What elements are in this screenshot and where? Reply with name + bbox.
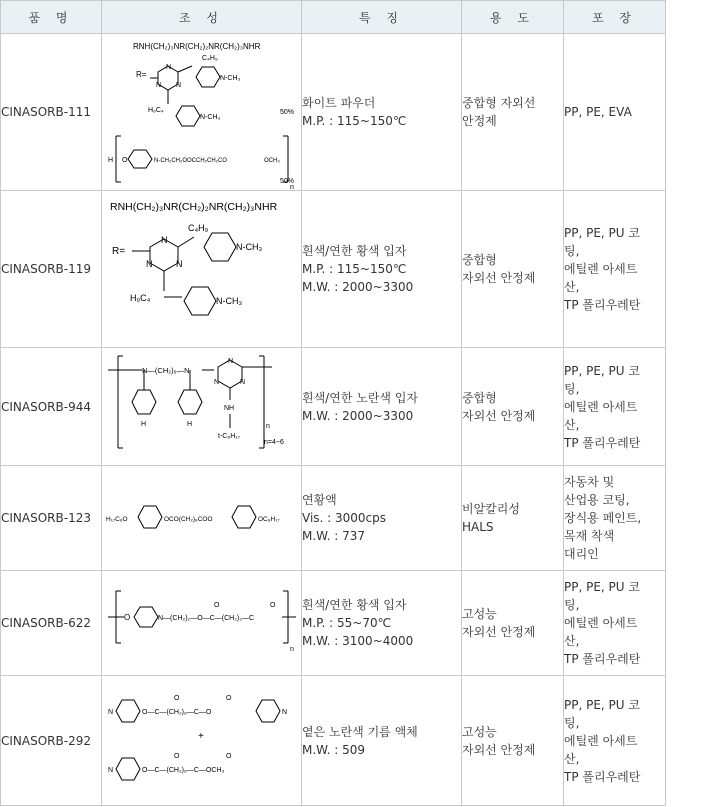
feature-line: 연황액 (302, 493, 337, 507)
table-row (1, 191, 666, 348)
svg-text:N: N (156, 82, 162, 89)
svg-text:O: O (174, 753, 180, 760)
feature-line: M.P. : 115~150℃ (302, 114, 407, 128)
packing-line: 산, (564, 634, 580, 648)
svg-text:N: N (166, 64, 172, 71)
svg-text:O—C—(CH₂)₈—C—O: O—C—(CH₂)₈—C—O (142, 709, 212, 716)
svg-text:O: O (226, 753, 232, 760)
svg-text:n=4~6: n=4~6 (264, 439, 284, 446)
svg-text:N-CH₃: N-CH₃ (236, 242, 263, 252)
svg-text:N: N (108, 709, 114, 716)
svg-text:50%: 50% (280, 178, 295, 185)
svg-text:C₄H₉: C₄H₉ (202, 55, 218, 62)
packing-cell (564, 466, 666, 571)
svg-text:N—(CH₂)₂—O—C—(CH₂)₂—C: N—(CH₂)₂—O—C—(CH₂)₂—C (158, 615, 255, 622)
svg-text:RNH(CH₂)₃NR(CH₂)₂NR(CH₂)₃NHR: RNH(CH₂)₃NR(CH₂)₂NR(CH₂)₃NHR (133, 42, 261, 51)
packing-line: 에틸렌 아세트 (564, 399, 638, 414)
packing-line: 대리인 (564, 547, 599, 561)
svg-text:n: n (290, 184, 294, 190)
structure-cell (102, 191, 302, 348)
svg-text:H₉C₄: H₉C₄ (148, 107, 164, 114)
packing-line: 팅, (564, 244, 580, 258)
svg-text:O: O (122, 157, 128, 164)
packing-cell (564, 34, 666, 191)
structure-diagram-123 (102, 466, 302, 570)
structure-cell (102, 466, 302, 571)
header-name: 품 명 (1, 1, 102, 34)
use-line: 자외선 안정제 (462, 408, 536, 423)
svg-text:C₄H₉: C₄H₉ (188, 223, 209, 233)
packing-line: PP, PE, EVA (564, 105, 632, 119)
packing-line: TP 폴리우레탄 (564, 435, 641, 450)
product-name: CINASORB-123 (1, 466, 102, 571)
svg-text:N—(CH₂)₆—N: N—(CH₂)₆—N (142, 366, 190, 375)
use-cell (462, 571, 564, 676)
features-cell (302, 676, 462, 806)
product-name: CINASORB-111 (1, 34, 102, 191)
svg-text:N: N (108, 767, 114, 774)
feature-line: M.W. : 2000~3300 (302, 408, 414, 423)
svg-text:t-C₈H₁₇: t-C₈H₁₇ (218, 433, 241, 440)
header-composition: 조 성 (102, 1, 302, 34)
features-cell (302, 348, 462, 466)
svg-text:R=: R= (112, 246, 126, 257)
packing-line: TP 폴리우레탄 (564, 769, 641, 784)
svg-text:50%: 50% (280, 109, 295, 116)
svg-text:N-CH₃: N-CH₃ (216, 296, 243, 306)
packing-line: 팅, (564, 381, 580, 396)
packing-cell (564, 676, 666, 806)
structure-diagram-111 (102, 34, 302, 190)
packing-line: TP 폴리우레탄 (564, 652, 641, 666)
svg-text:+: + (198, 731, 204, 742)
feature-line: 흰색/연한 노란색 입자 (302, 390, 419, 405)
product-name: CINASORB-622 (1, 571, 102, 676)
features-cell (302, 466, 462, 571)
use-line: 자외선 안정제 (462, 625, 536, 639)
svg-text:N-CH₃: N-CH₃ (220, 75, 241, 82)
features-cell (302, 571, 462, 676)
packing-line: 목재 착색 (564, 529, 615, 543)
svg-text:N: N (228, 358, 234, 365)
use-line: 자외선 안정제 (462, 742, 536, 757)
use-line: 자외선 안정제 (462, 271, 536, 285)
use-cell (462, 676, 564, 806)
packing-line: 에틸렌 아세트 (564, 733, 638, 748)
structure-cell (102, 34, 302, 191)
table-row (1, 676, 666, 806)
svg-text:O—C—(CH₂)₈—C—OCH₃: O—C—(CH₂)₈—C—OCH₃ (142, 767, 225, 774)
product-name: CINASORB-944 (1, 348, 102, 466)
use-cell (462, 34, 564, 191)
packing-line: 산, (564, 751, 580, 766)
features-cell (302, 191, 462, 348)
packing-line: 산, (564, 417, 580, 432)
feature-line: M.W. : 737 (302, 529, 366, 543)
svg-text:N-CH₃: N-CH₃ (200, 114, 221, 121)
svg-text:N: N (282, 709, 288, 716)
svg-text:OC₈H₁₇: OC₈H₁₇ (258, 516, 280, 523)
svg-text:O: O (226, 695, 232, 702)
packing-line: PP, PE, PU 코 (564, 226, 640, 240)
use-line: HALS (462, 520, 494, 534)
svg-text:N-CH₂CH₂OOCCH₂CH₂CO: N-CH₂CH₂OOCCH₂CH₂CO (154, 158, 227, 164)
use-cell (462, 466, 564, 571)
use-cell (462, 191, 564, 348)
features-cell (302, 34, 462, 191)
table-row (1, 466, 666, 571)
svg-text:RNH(CH₂)₃NR(CH₂)₂NR(CH₂)₃NHR: RNH(CH₂)₃NR(CH₂)₂NR(CH₂)₃NHR (110, 201, 278, 213)
packing-line: 팅, (564, 598, 580, 612)
structure-cell (102, 348, 302, 466)
svg-text:N: N (176, 259, 183, 269)
svg-text:O: O (174, 695, 180, 702)
packing-line: TP 폴리우레탄 (564, 298, 641, 312)
svg-text:N: N (240, 379, 246, 386)
svg-text:H: H (187, 421, 193, 428)
feature-line: 흰색/연한 황색 입자 (302, 244, 407, 258)
structure-cell (102, 676, 302, 806)
feature-line: 옅은 노란색 기름 액체 (302, 724, 418, 739)
product-name: CINASORB-119 (1, 191, 102, 348)
svg-text:NH: NH (224, 405, 235, 412)
feature-line: M.P. : 115~150℃ (302, 262, 407, 276)
product-name: CINASORB-292 (1, 676, 102, 806)
use-cell (462, 348, 564, 466)
svg-text:N: N (161, 235, 168, 245)
svg-text:H₁₇C₈O: H₁₇C₈O (106, 516, 128, 523)
header-row (1, 1, 666, 34)
svg-text:O: O (270, 602, 276, 609)
feature-line: M.P. : 55~70℃ (302, 616, 392, 630)
packing-cell (564, 191, 666, 348)
packing-line: 팅, (564, 715, 580, 730)
svg-text:N: N (146, 259, 153, 269)
structure-cell (102, 571, 302, 676)
packing-line: 에틸렌 아세트 (564, 616, 638, 630)
table-row (1, 571, 666, 676)
use-line: 중합형 자외선 (462, 96, 536, 110)
header-use: 용 도 (462, 1, 564, 34)
svg-text:n: n (290, 646, 294, 653)
svg-text:H: H (141, 421, 147, 428)
structure-diagram-119 (102, 191, 302, 347)
use-line: 비알칼리성 (462, 502, 520, 516)
structure-diagram-292 (102, 676, 302, 805)
packing-line: 산업용 코팅, (564, 493, 630, 507)
feature-line: M.W. : 509 (302, 742, 366, 757)
svg-text:R=: R= (136, 70, 147, 79)
feature-line: Vis. : 3000cps (302, 511, 387, 525)
svg-text:N: N (176, 82, 182, 89)
svg-text:OCH₃: OCH₃ (264, 158, 280, 164)
packing-cell (564, 348, 666, 466)
packing-cell (564, 571, 666, 676)
packing-line: PP, PE, PU 코 (564, 363, 640, 378)
svg-text:OCO(CH₂)₈COO: OCO(CH₂)₈COO (164, 516, 213, 523)
packing-line: 에틸렌 아세트 (564, 262, 638, 276)
feature-line: M.W. : 3100~4000 (302, 634, 414, 648)
packing-line: 자동차 및 (564, 475, 615, 489)
svg-text:H₉C₄: H₉C₄ (130, 293, 151, 303)
packing-line: PP, PE, PU 코 (564, 697, 640, 712)
use-line: 중합형 (462, 253, 497, 267)
structure-diagram-622 (102, 571, 302, 675)
use-line: 안정제 (462, 114, 497, 128)
structure-diagram-944 (102, 348, 302, 465)
feature-line: 흰색/연한 황색 입자 (302, 598, 407, 612)
svg-text:n: n (266, 423, 270, 430)
table-row (1, 348, 666, 466)
header-packing: 포 장 (564, 1, 666, 34)
table-row (1, 34, 666, 191)
svg-text:N: N (214, 379, 220, 386)
feature-line: M.W. : 2000~3300 (302, 280, 414, 294)
svg-text:O: O (214, 602, 220, 609)
use-line: 고성능 (462, 724, 497, 739)
header-features: 특 징 (302, 1, 462, 34)
feature-line: 화이트 파우더 (302, 96, 376, 110)
use-line: 중합형 (462, 390, 497, 405)
svg-text:O: O (124, 613, 131, 622)
packing-line: PP, PE, PU 코 (564, 580, 640, 594)
use-line: 고성능 (462, 607, 497, 621)
svg-text:H: H (108, 157, 114, 164)
packing-line: 장식용 페인트, (564, 511, 642, 525)
packing-line: 산, (564, 280, 580, 294)
